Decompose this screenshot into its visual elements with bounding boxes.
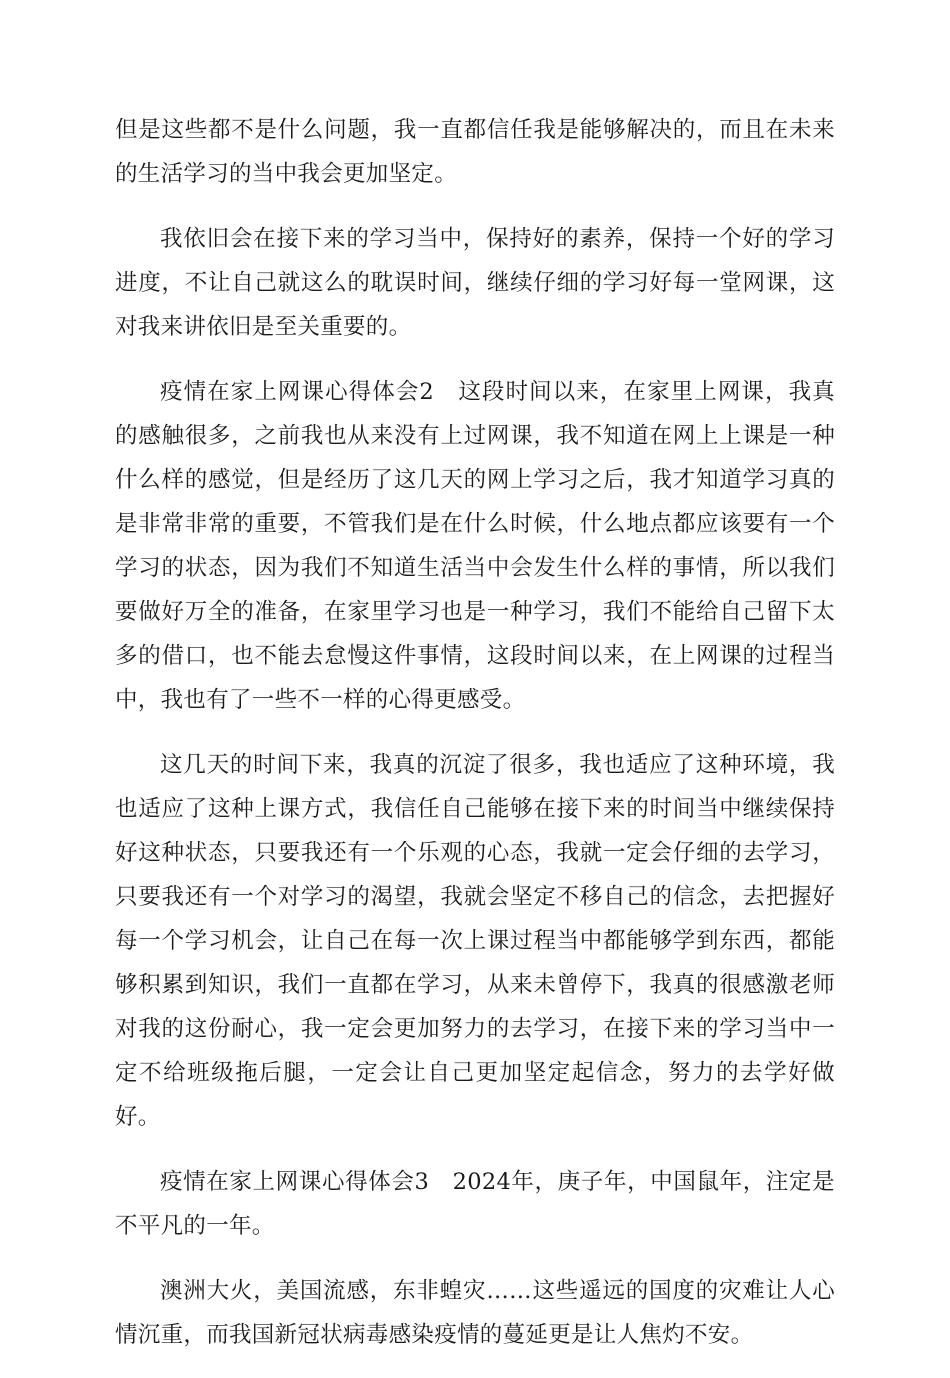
paragraph-3: 疫情在家上网课心得体会2 这段时间以来，在家里上网课，我真的感触很多，之前我也从来没有上过网课，我不知道在网上上课是一种什么样的感觉，但是经历了这几天的网上学习之后，我才知道学习真的是非常非常的重要，不管我们是在什么时候，什么地点都应该要有一个学习的状态，因为我们不知道生活当中会发生什么样的事情，所以我们要做好万全的准备，在家里学习也是一种学习，我们不能给自己留下太多的借口，也不能去怠慢这件事情，这段时间以来，在上网课的过程当中，我也有了一些不一样的心得更感受。 [115, 379, 835, 713]
paragraph-2: 我依旧会在接下来的学习当中，保持好的素养，保持一个好的学习进度，不让自己就这么的耽误时间，继续仔细的学习好每一堂网课，这对我来讲依旧是至关重要的。 [115, 226, 835, 340]
paragraph-5: 疫情在家上网课心得体会3 2024年，庚子年，中国鼠年，注定是不平凡的一年。 [115, 1169, 835, 1239]
paragraph-4: 这几天的时间下来，我真的沉淀了很多，我也适应了这种环境，我也适应了这种上课方式，我信任自己能够在接下来的时间当中继续保持好这种状态，只要我还有一个乐观的心态，我就一定会仔细的去学习，只要我还有一个对学习的渴望，我就会坚定不移自己的信念，去把握好每一个学习机会，让自己在每一次上课过程当中都能够学到东西，都能够积累到知识，我们一直都在学习，从来未曾停下，我真的很感激老师对我的这份耐心，我一定会更加努力的去学习，在接下来的学习当中一定不给班级拖后腿，一定会让自己更加坚定起信念，努力的去学好做好。 [115, 752, 835, 1130]
paragraph-1: 但是这些都不是什么问题，我一直都信任我是能够解决的，而且在未来的生活学习的当中我会更加坚定。 [115, 117, 835, 187]
document-body [115, 108, 835, 1378]
paragraph-6: 澳洲大火，美国流感，东非蝗灾……这些遥远的国度的灾难让人心情沉重，而我国新冠状病毒感染疫情的蔓延更是让人焦灼不安。 [115, 1278, 835, 1348]
